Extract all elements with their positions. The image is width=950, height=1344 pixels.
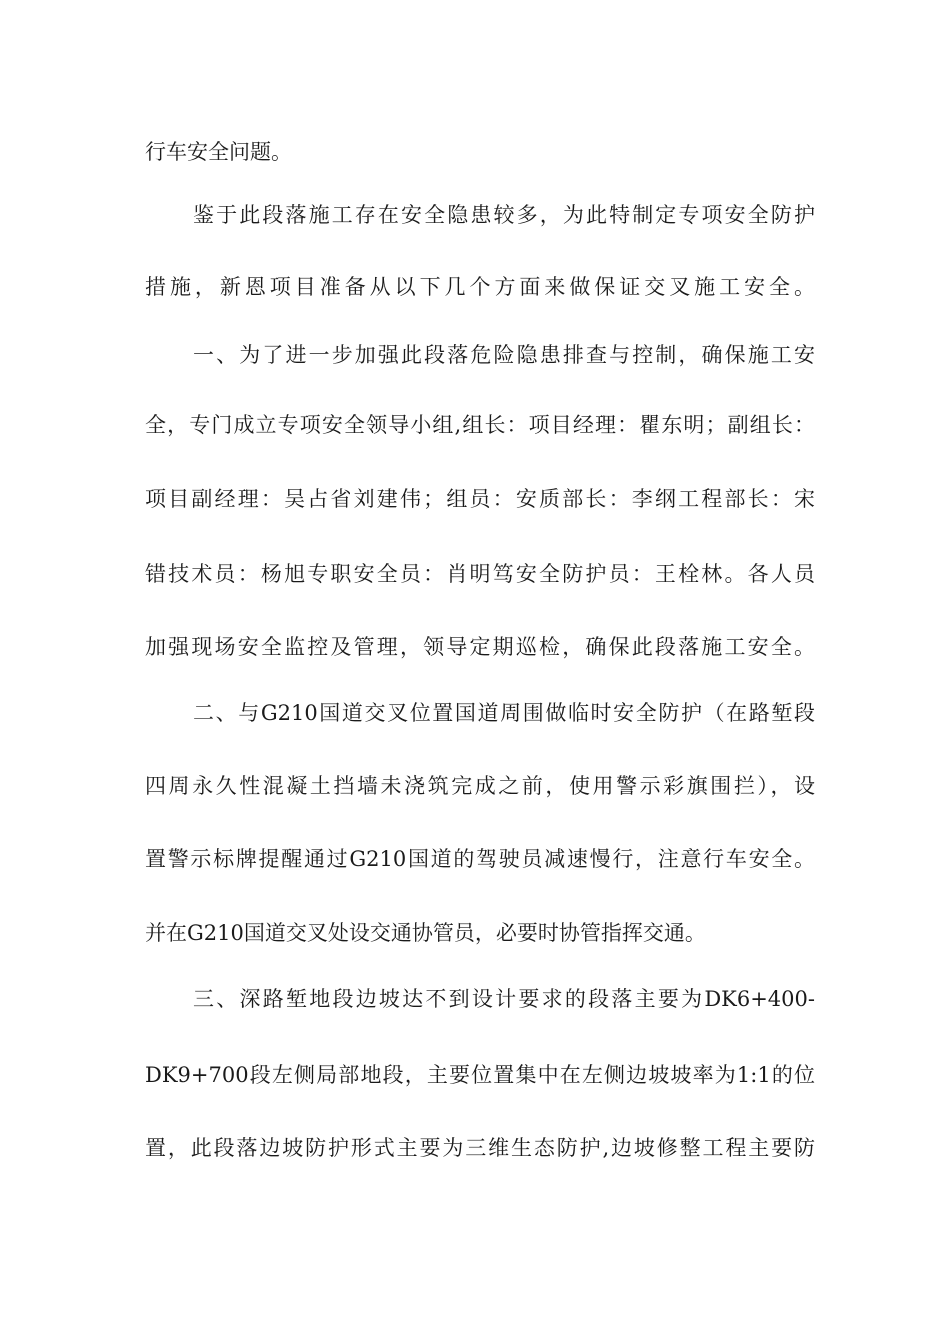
paragraph-line: 四周永久性混凝土挡墙未浇筑完成之前，使用警示彩旗围拦），设 bbox=[145, 774, 815, 798]
paragraph-line: DK9+700段左侧局部地段，主要位置集中在左侧边坡坡率为1:1的位 bbox=[145, 1063, 815, 1087]
paragraph-line: 置，此段落边坡防护形式主要为三维生态防护,边坡修整工程主要防 bbox=[145, 1136, 815, 1160]
paragraph-line: 鉴于此段落施工存在安全隐患较多，为此特制定专项安全防护 bbox=[193, 203, 815, 227]
paragraph-line: 项目副经理：吴占省刘建伟；组员：安质部长：李纲工程部长：宋 bbox=[145, 487, 815, 511]
paragraph-line: 二、与G210国道交叉位置国道周围做临时安全防护（在路堑段 bbox=[193, 701, 815, 725]
paragraph-line: 行车安全问题。 bbox=[145, 140, 292, 164]
paragraph-line: 置警示标牌提醒通过G210国道的驾驶员减速慢行，注意行车安全。 bbox=[145, 847, 815, 871]
paragraph-line: 一、为了进一步加强此段落危险隐患排查与控制，确保施工安 bbox=[193, 343, 815, 367]
paragraph-line: 并在G210国道交叉处设交通协管员，必要时协管指挥交通。 bbox=[145, 921, 706, 945]
paragraph-line: 措施，新恩项目准备从以下几个方面来做保证交叉施工安全。 bbox=[145, 275, 815, 299]
paragraph-line: 全，专门成立专项安全领导小组,组长：项目经理：瞿东明；副组长： bbox=[145, 413, 815, 437]
paragraph-line: 加强现场安全监控及管理，领导定期巡检，确保此段落施工安全。 bbox=[145, 635, 815, 659]
paragraph-line: 错技术员：杨旭专职安全员：肖明笃安全防护员：王栓林。各人员 bbox=[145, 562, 815, 586]
paragraph-line: 三、深路堑地段边坡达不到设计要求的段落主要为DK6+400- bbox=[193, 987, 815, 1011]
